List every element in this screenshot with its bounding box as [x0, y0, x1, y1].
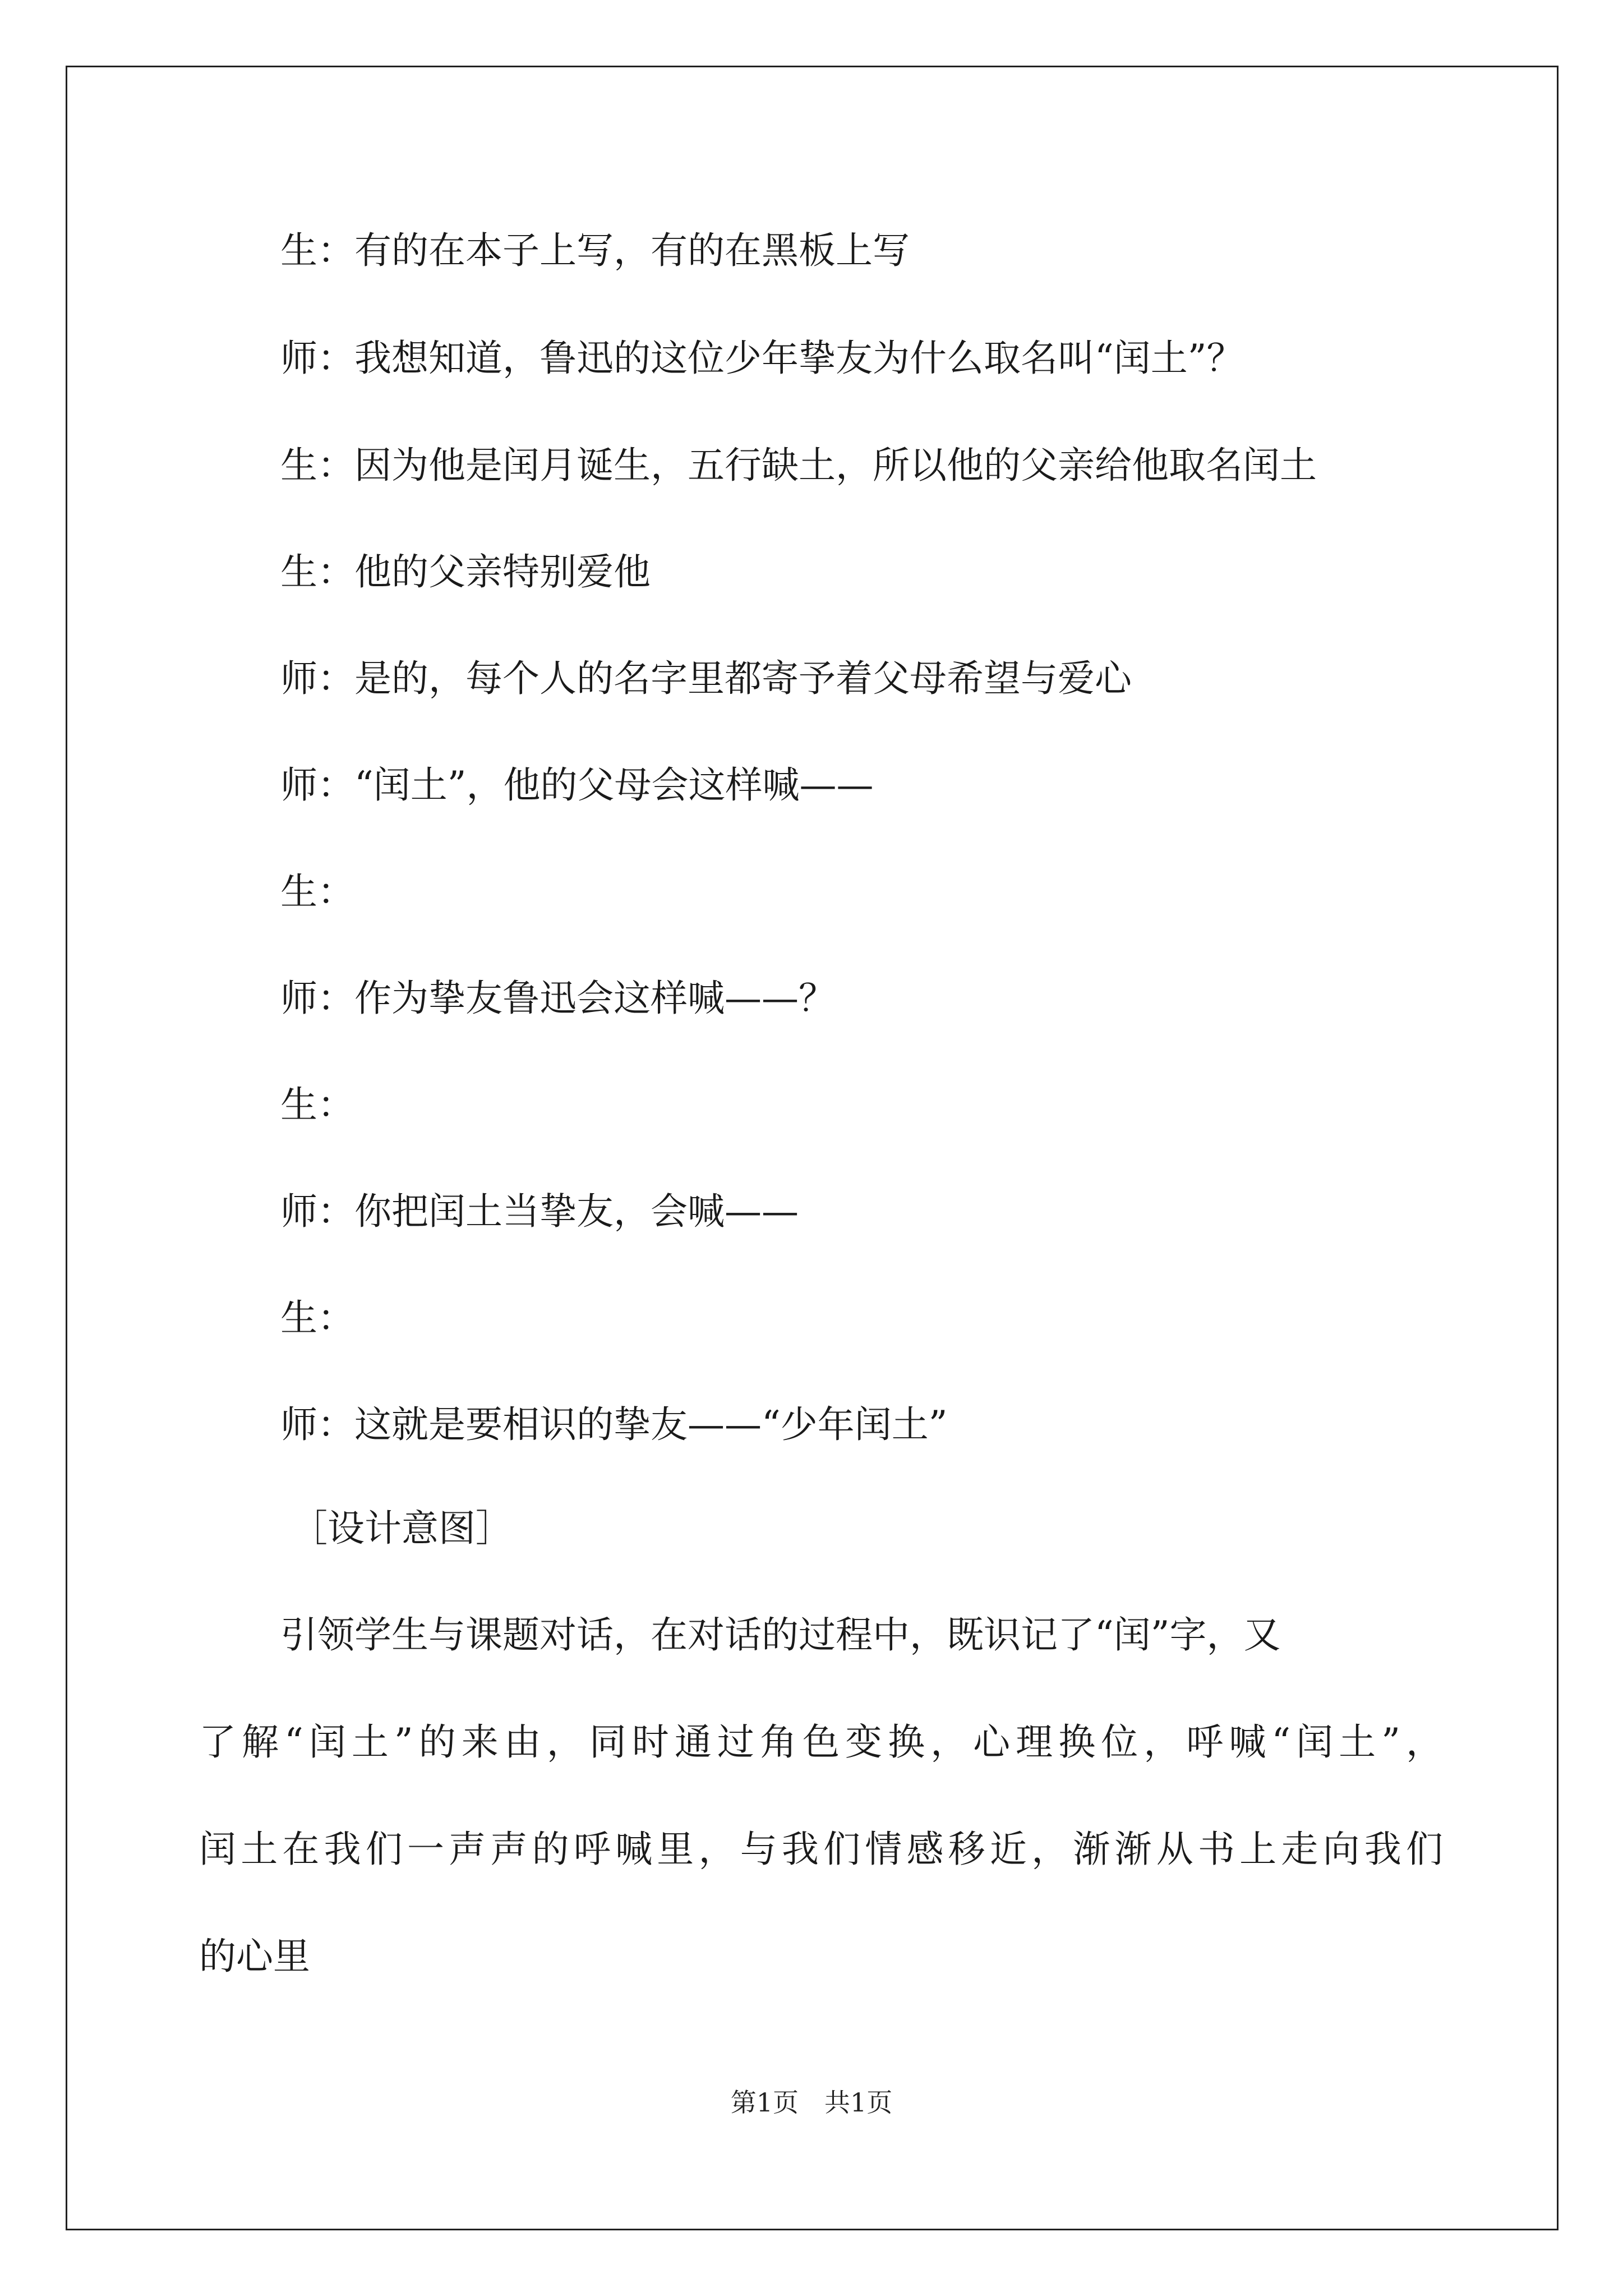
dialogue-line: 生：因为他是闰月诞生，五行缺土，所以他的父亲给他取名闰土	[280, 444, 1317, 487]
dialogue-line: 生：他的父亲特别爱他	[280, 550, 651, 593]
dialogue-line: 生：	[280, 1296, 354, 1340]
dialogue-line: 生：有的在本子上写，有的在黑板上写	[280, 229, 910, 272]
design-heading: ［设计意图］	[291, 1507, 513, 1550]
dialogue-line: 师：我想知道，鲁迅的这位少年挚友为什么取名叫“闰土”？	[280, 337, 1244, 380]
dialogue-line: 生：	[280, 1083, 354, 1126]
paragraph-line: 的心里	[199, 1935, 310, 1978]
paragraph-line: 引领学生与课题对话，在对话的过程中，既识记了“闰”字，又	[280, 1613, 1281, 1657]
dialogue-line: 师：这就是要相识的挚友——“少年闰土”	[280, 1403, 948, 1446]
dialogue-line: 师：作为挚友鲁迅会这样喊——？	[280, 977, 836, 1020]
paragraph-line: 闰土在我们一声声的呼喊里，与我们情感移近，渐渐从书上走向我们	[199, 1828, 1443, 1871]
dialogue-line: 师：“闰土”，他的父母会这样喊——	[280, 763, 874, 807]
page-number: 第1页 共1页	[730, 2087, 893, 2118]
paragraph-line: 了解“闰土”的来由，同时通过角色变换，心理换位，呼喊“闰土”，	[199, 1720, 1443, 1764]
page-border	[66, 66, 1559, 2230]
dialogue-line: 师：你把闰土当挚友，会喊——	[280, 1190, 799, 1233]
dialogue-line: 师：是的，每个人的名字里都寄予着父母希望与爱心	[280, 657, 1132, 700]
dialogue-line: 生：	[280, 870, 354, 913]
